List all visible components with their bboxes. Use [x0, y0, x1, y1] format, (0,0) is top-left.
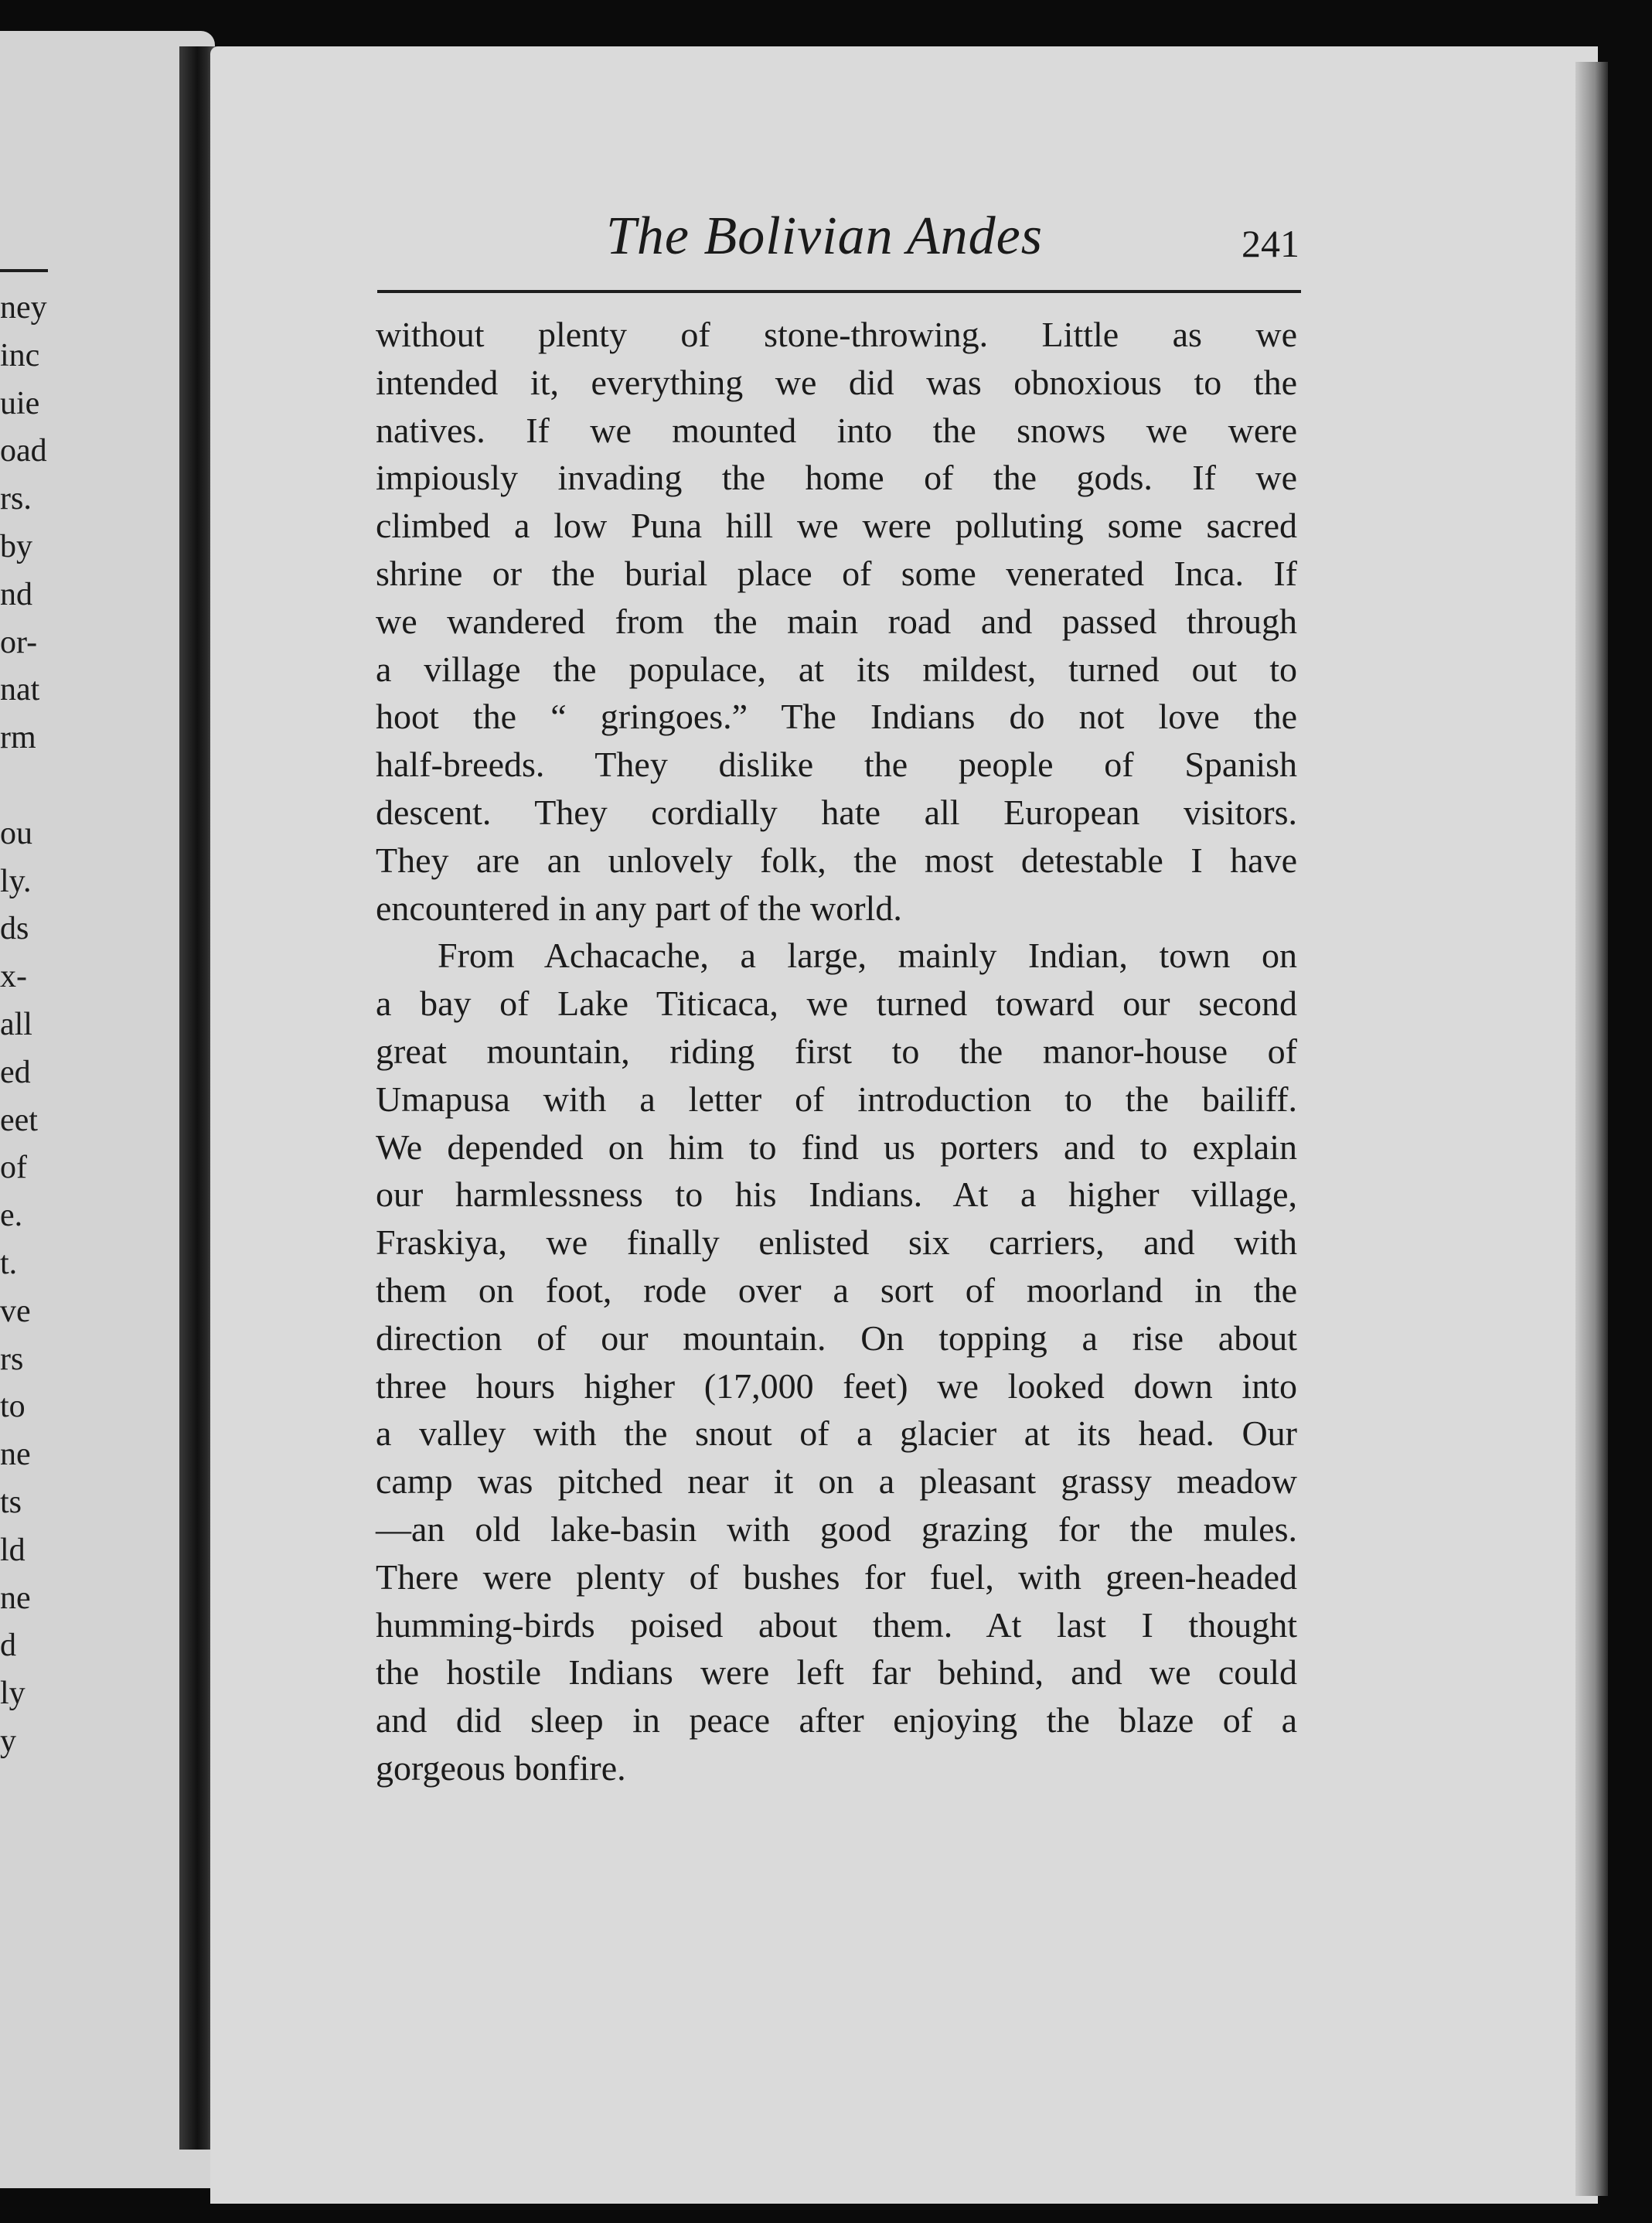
- left-fragment: rs.: [0, 481, 32, 517]
- running-title: The Bolivian Andes: [606, 206, 1043, 266]
- text-line: Fraskiya, we finally enlisted six carriers, and with: [376, 1222, 1297, 1263]
- left-fragment: ts: [0, 1484, 22, 1520]
- left-fragment: nd: [0, 576, 32, 612]
- text-line: three hours higher (17,000 feet) we looked down into: [376, 1366, 1297, 1406]
- left-fragment: ne: [0, 1580, 31, 1616]
- text-line: shrine or the burial place of some venerated Inca. If: [376, 553, 1297, 593]
- left-fragment: uie: [0, 385, 40, 421]
- body-text: [376, 311, 1297, 1792]
- text-line: a bay of Lake Titicaca, we turned toward our second: [376, 984, 1297, 1024]
- text-line: descent. They cordially hate all European visitors.: [376, 792, 1297, 832]
- text-line: climbed a low Puna hill we were polluting some sacred: [376, 506, 1297, 546]
- left-fragment: inc: [0, 337, 40, 373]
- left-fragment: ly.: [0, 863, 32, 899]
- text-line: direction of our mountain. On topping a rise about: [376, 1318, 1297, 1358]
- text-line: From Achacache, a large, mainly Indian, town on: [438, 936, 1297, 976]
- left-fragment: t.: [0, 1245, 18, 1281]
- text-line: —an old lake-basin with good grazing for the mules.: [376, 1509, 1297, 1549]
- text-line: gorgeous bonfire.: [376, 1747, 626, 1788]
- left-page-rule: [0, 269, 48, 272]
- left-page-text-fragments: [0, 285, 77, 1766]
- text-line: impiously invading the home of the gods. If we: [376, 458, 1297, 498]
- text-line: a valley with the snout of a glacier at its head. Our: [376, 1413, 1297, 1454]
- text-line: humming-birds poised about them. At last I thought: [376, 1604, 1297, 1645]
- left-fragment: or-: [0, 624, 38, 660]
- text-line: encountered in any part of the world.: [376, 888, 902, 928]
- text-line: great mountain, riding first to the manor-house of: [376, 1031, 1297, 1071]
- text-line: and did sleep in peace after enjoying the blaze of a: [376, 1700, 1297, 1741]
- left-fragment: rm: [0, 720, 36, 756]
- left-fragment: eet: [0, 1102, 38, 1138]
- text-line: them on foot, rode over a sort of moorland in the: [376, 1270, 1297, 1310]
- text-line: half-breeds. They dislike the people of Spanish: [376, 745, 1297, 785]
- left-fragment: ve: [0, 1293, 31, 1329]
- text-line: natives. If we mounted into the snows we were: [376, 410, 1297, 450]
- text-line: They are an unlovely folk, the most detestable I have: [376, 840, 1297, 880]
- text-line: There were plenty of bushes for fuel, with green-headed: [376, 1556, 1297, 1597]
- page-number: 241: [1242, 222, 1299, 265]
- left-fragment: all: [0, 1006, 32, 1042]
- left-fragment: ney: [0, 290, 47, 326]
- left-fragment: nat: [0, 672, 40, 708]
- left-fragment: y: [0, 1723, 16, 1759]
- left-fragment: [0, 762, 77, 810]
- text-line: a village the populace, at its mildest, turned out to: [376, 649, 1297, 689]
- text-line: camp was pitched near it on a pleasant grassy meadow: [376, 1461, 1297, 1502]
- running-head: [377, 199, 1299, 283]
- left-fragment: ne: [0, 1437, 31, 1473]
- text-line: We depended on him to find us porters and to explain: [376, 1127, 1297, 1167]
- left-fragment: d: [0, 1628, 16, 1664]
- page-edge-shadow: [1575, 62, 1608, 2196]
- text-line: our harmlessness to his Indians. At a higher village,: [376, 1175, 1297, 1215]
- left-fragment: ou: [0, 815, 32, 851]
- text-line: intended it, everything we did was obnoxious to the: [376, 362, 1297, 402]
- text-line: Umapusa with a letter of introduction to the bailiff.: [376, 1079, 1297, 1119]
- text-line: without plenty of stone-throwing. Little as we: [376, 315, 1297, 354]
- left-fragment: ed: [0, 1054, 31, 1090]
- left-fragment: x-: [0, 959, 27, 995]
- left-fragment: to: [0, 1389, 26, 1425]
- left-fragment: of: [0, 1150, 27, 1186]
- left-fragment: ly: [0, 1676, 26, 1712]
- text-line: hoot the “ gringoes.” The Indians do not love the: [376, 697, 1297, 737]
- left-fragment: ds: [0, 911, 29, 947]
- left-fragment: e.: [0, 1198, 23, 1234]
- left-fragment: by: [0, 528, 32, 564]
- left-fragment: ld: [0, 1532, 26, 1568]
- text-line: we wandered from the main road and passed through: [376, 601, 1297, 641]
- header-rule: [377, 290, 1301, 293]
- text-line: the hostile Indians were left far behind, and we could: [376, 1652, 1297, 1693]
- left-fragment: rs: [0, 1341, 24, 1377]
- left-fragment: oad: [0, 433, 47, 469]
